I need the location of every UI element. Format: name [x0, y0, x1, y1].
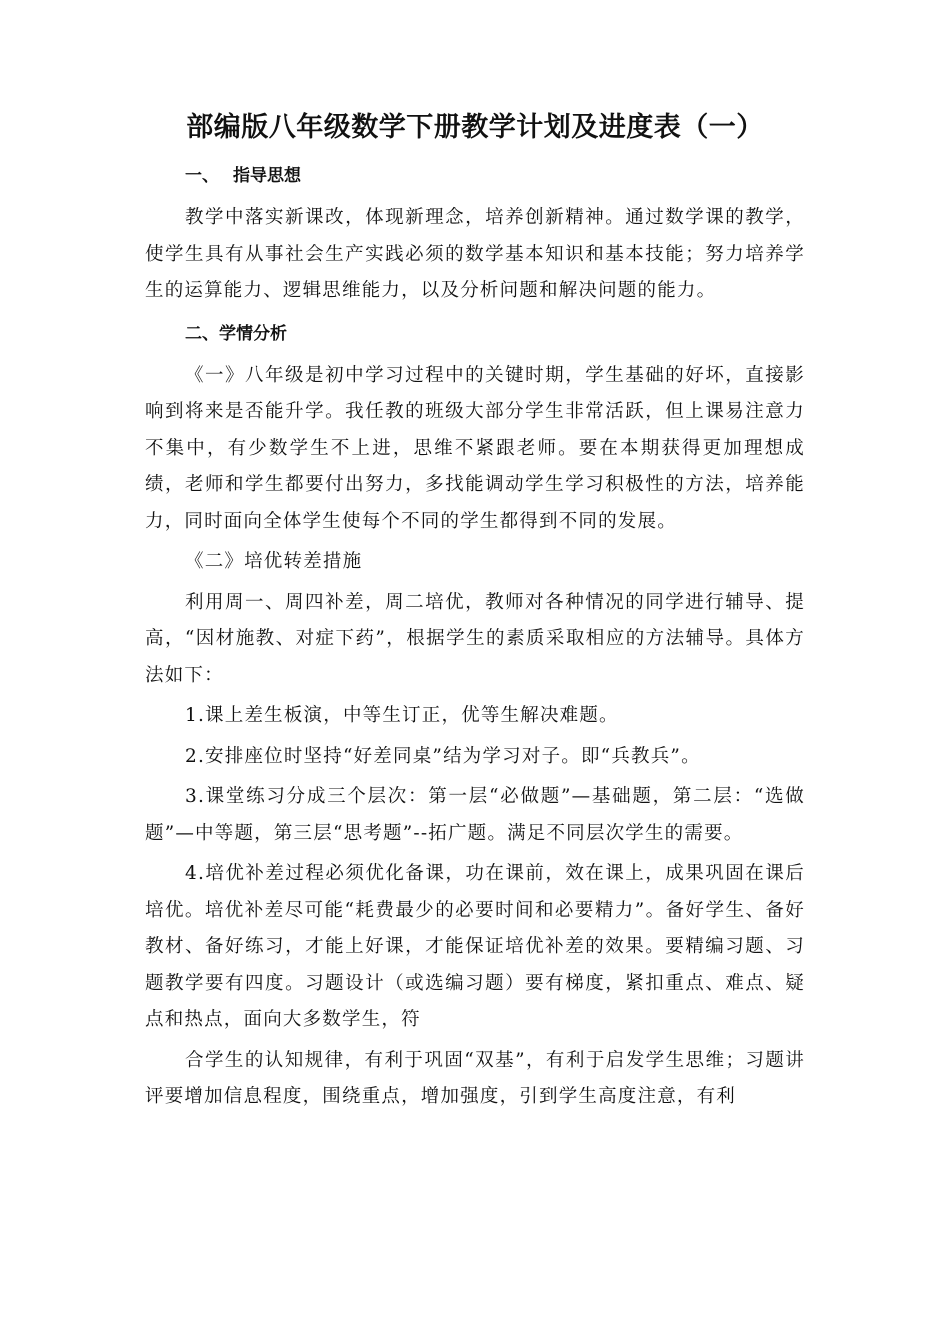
- document-page: [145, 108, 805, 1120]
- section-number: 一、: [185, 166, 219, 186]
- paragraph-student-analysis: 《一》八年级是初中学习过程中的关键时期，学生基础的好坏，直接影响到将来是否能升学。我任教的班级大部分学生非常活跃，但上课易注意力不集中，有少数学生不上进，思维不紧跟老师。要在本期获得更加理想成绩，老师和学生都要付出努力，多找能调动学生学习积极性的方法，培养能力，同时面向全体学生使每个不同的学生都得到不同的发展。: [145, 364, 805, 532]
- list-item-measure-1: 1.课上差生板演，中等生订正，优等生解决难题。: [185, 705, 619, 726]
- paragraph-continuation: 合学生的认知规律，有利于巩固“双基”，有利于启发学生思维；习题讲评要增加信息程度，围绕重点，增加强度，引到学生高度注意，有利: [145, 1049, 805, 1107]
- subsection-heading-measures: 《二》培优转差措施: [185, 551, 363, 572]
- list-item-measure-4: 4.培优补差过程必须优化备课，功在课前，效在课上，成果巩固在课后培优。培优补差尽可能“耗费最少的必要时间和必要精力”。备好学生、备好教材、备好练习，才能上好课，才能保证培优补差的效果。要精编习题、习题教学要有四度。习题设计（或选编习题）要有梯度，紧扣重点、难点、疑点和热点，面向大多数学生，符: [145, 863, 805, 1030]
- paragraph-guiding-ideology: 教学中落实新课改，体现新理念，培养创新精神。通过数学课的教学，使学生具有从事社会生产实践必须的数学基本知识和基本技能；努力培养学生的运算能力、逻辑思维能力，以及分析问题和解决问题的能力。: [145, 207, 805, 301]
- list-item-measure-3: 3.课堂练习分成三个层次：第一层“必做题”—基础题，第二层：“选做题”—中等题，第三层“思考题”--拓广题。满足不同层次学生的需要。: [145, 786, 805, 844]
- section-heading-text: 二、学情分析: [185, 323, 287, 344]
- paragraph-measures-intro: 利用周一、周四补差，周二培优，教师对各种情况的同学进行辅导、提高，“因材施教、对症下药”，根据学生的素质采取相应的方法辅导。具体方法如下：: [145, 591, 805, 686]
- section-heading-text: 指导思想: [233, 166, 301, 186]
- section-heading-guiding-ideology: [145, 164, 805, 188]
- document-title: 部编版八年级数学下册教学计划及进度表（一）: [186, 112, 764, 143]
- section-heading-student-analysis: [145, 322, 805, 346]
- list-item-measure-2: 2.安排座位时坚持“好差同桌”结为学习对子。即“兵教兵”。: [185, 745, 701, 767]
